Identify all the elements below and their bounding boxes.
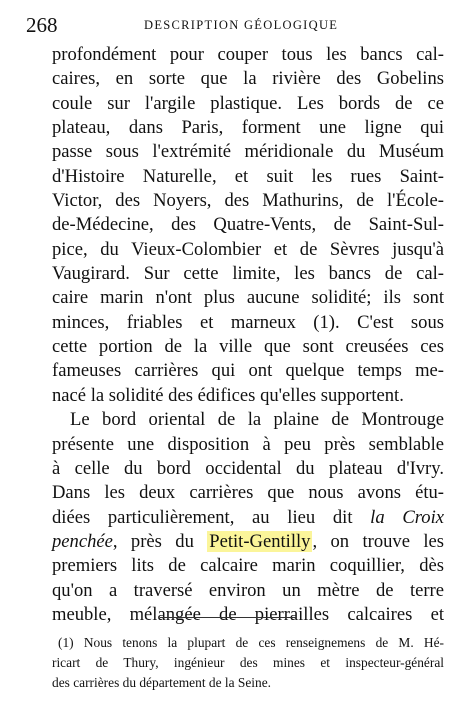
text-line	[52, 506, 444, 530]
text-line: plateau, dans Paris, forment une ligne qui	[52, 117, 444, 139]
highlighted-place-name: Petit-Gentilly	[209, 530, 311, 552]
footnote	[52, 633, 444, 693]
italic-place-name: penchée	[52, 530, 113, 552]
text-line: nacé la solidité des édifices qu'elles supportent.	[52, 384, 404, 406]
page-number: 268	[26, 13, 58, 37]
text-line: minces, friables et marneux (1). C'est sous	[52, 311, 444, 333]
text-line: cette portion de la ville que sont creusées ces	[52, 336, 444, 358]
text-line	[52, 530, 444, 554]
text-line: meuble, mélangée de pierrailles calcaires et	[52, 603, 444, 625]
text-line: d'Histoire Naturelle, et suit les rues Saint-	[52, 165, 444, 187]
text-line: pice, du Vieux-Colombier et de Sèvres jusqu'à	[52, 238, 444, 260]
text-line: caire marin n'ont plus aucune solidité; ils sont	[52, 287, 444, 309]
text-line: Victor, des Noyers, des Mathurins, de l'École-	[52, 190, 444, 212]
text-line: fameuses carrières qui ont quelque temps me-	[52, 360, 444, 382]
text-line: Vaugirard. Sur cette limite, les bancs de cal-	[52, 263, 444, 285]
text-segment: , on trouve les	[312, 530, 444, 552]
text-line: premiers lits de calcaire marin coquillier, dès	[52, 555, 444, 577]
text-line: qu'on a traversé environ un mètre de terre	[52, 579, 444, 601]
text-line: passe sous l'extrémité méridionale du Muséum	[52, 141, 444, 163]
text-line: Le bord oriental de la plaine de Montrouge	[70, 409, 444, 431]
text-line: présente une disposition à peu près semblable	[52, 433, 444, 455]
running-head	[26, 14, 436, 36]
footnote-line: des carrières du département de la Seine.	[52, 675, 271, 690]
text-line: profondément pour couper tous les bancs cal-	[52, 44, 444, 65]
running-title: DESCRIPTION GÉOLOGIQUE	[144, 18, 339, 32]
footnote-line: ricart de Thury, ingénieur des mines et inspecteur-général	[52, 655, 444, 670]
footnote-divider	[160, 617, 296, 618]
body-text	[52, 43, 444, 627]
text-segment: diées particulièrement, au lieu dit	[52, 506, 353, 528]
text-line: coule sur l'argile plastique. Les bords de ce	[52, 92, 444, 114]
text-line: Dans les deux carrières que nous avons étu-	[52, 482, 444, 504]
italic-place-name: la Croix	[370, 506, 444, 528]
text-segment: , près du	[112, 530, 194, 552]
footnote-line: (1) Nous tenons la plupart de ces renseignemens de M. Hé-	[58, 635, 444, 650]
text-line: caires, en sorte que la rivière des Gobelins	[52, 68, 444, 90]
text-line: de-Médecine, des Quatre-Vents, de Saint-Sul-	[52, 214, 444, 236]
text-line: à celle du bord occidental du plateau d'Ivry.	[52, 457, 444, 479]
